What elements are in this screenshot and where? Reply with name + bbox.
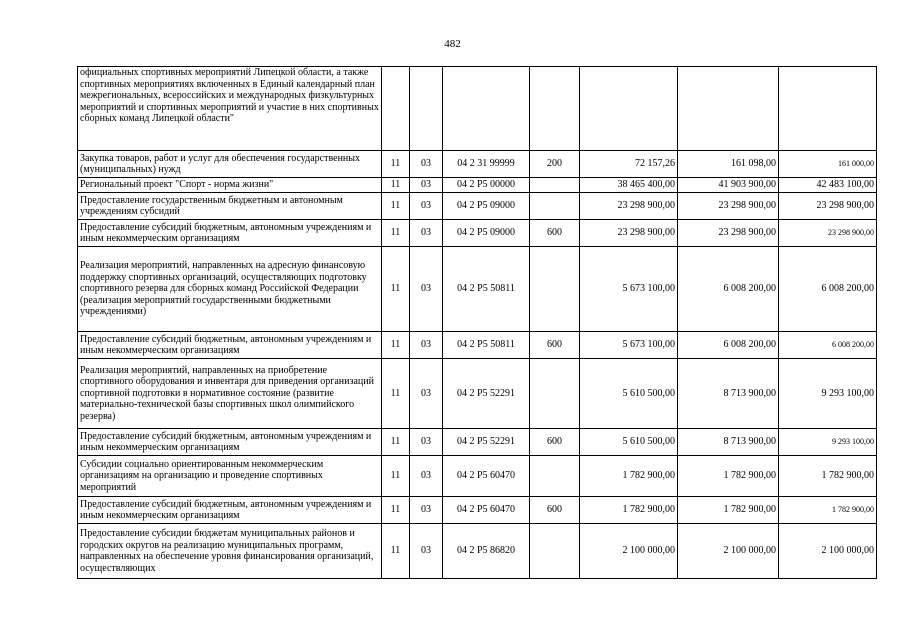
razdel-cell: 11 (382, 220, 410, 247)
sum3-cell: 2 100 000,00 (779, 524, 877, 579)
csr-cell: 04 2 P5 60470 (443, 456, 530, 497)
razdel-cell: 11 (382, 151, 410, 178)
vr-cell: 600 (530, 332, 580, 359)
csr-cell: 04 2 P5 50811 (443, 247, 530, 332)
podrazdel-cell: 03 (410, 178, 443, 193)
csr-cell: 04 2 P5 52291 (443, 429, 530, 456)
razdel-cell: 11 (382, 359, 410, 429)
vr-cell (530, 524, 580, 579)
table-row (78, 247, 877, 332)
razdel-cell: 11 (382, 524, 410, 579)
table-row (78, 497, 877, 524)
csr-cell: 04 2 P5 50811 (443, 332, 530, 359)
razdel-cell: 11 (382, 429, 410, 456)
razdel-cell: 11 (382, 178, 410, 193)
sum1-cell (580, 67, 678, 151)
sum3-cell: 161 000,00 (779, 151, 877, 178)
sum3-cell: 9 293 100,00 (779, 429, 877, 456)
podrazdel-cell (410, 67, 443, 151)
razdel-cell: 11 (382, 332, 410, 359)
podrazdel-cell: 03 (410, 193, 443, 220)
vr-cell (530, 67, 580, 151)
row-name: Предоставление субсидий бюджетным, автономным учреждениям и иным некоммерческим организациям (78, 429, 382, 456)
sum2-cell: 6 008 200,00 (678, 247, 779, 332)
vr-cell (530, 359, 580, 429)
razdel-cell: 11 (382, 247, 410, 332)
table-row (78, 67, 877, 151)
sum1-cell: 2 100 000,00 (580, 524, 678, 579)
table-row (78, 193, 877, 220)
sum1-cell: 1 782 900,00 (580, 497, 678, 524)
page-number: 482 (444, 38, 461, 50)
row-name: Предоставление субсидий бюджетным, автономным учреждениям и иным некоммерческим организациям (78, 220, 382, 247)
table-row (78, 220, 877, 247)
sum3-cell: 6 008 200,00 (779, 332, 877, 359)
sum3-cell: 1 782 900,00 (779, 497, 877, 524)
sum1-cell: 5 673 100,00 (580, 247, 678, 332)
csr-cell: 04 2 P5 86820 (443, 524, 530, 579)
vr-cell: 600 (530, 497, 580, 524)
sum1-cell: 1 782 900,00 (580, 456, 678, 497)
sum3-cell: 1 782 900,00 (779, 456, 877, 497)
row-name: Предоставление государственным бюджетным и автономным учреждениям субсидий (78, 193, 382, 220)
table-row (78, 456, 877, 497)
sum1-cell: 5 610 500,00 (580, 429, 678, 456)
csr-cell: 04 2 P5 00000 (443, 178, 530, 193)
sum3-cell: 9 293 100,00 (779, 359, 877, 429)
table-row (78, 178, 877, 193)
table-row (78, 429, 877, 456)
sum1-cell: 23 298 900,00 (580, 193, 678, 220)
row-name: официальных спортивных мероприятий Липецкой области, а также спортивных мероприятиях включенных в Единый календарный план межрегиональных, всероссийских и международных физкультурных мероприятий и спортивных мероприятий и участие в них спортивных сборных команд Липецкой области" (78, 67, 382, 151)
budget-table (77, 66, 877, 579)
csr-cell: 04 2 31 99999 (443, 151, 530, 178)
sum2-cell: 6 008 200,00 (678, 332, 779, 359)
sum2-cell (678, 67, 779, 151)
sum2-cell: 23 298 900,00 (678, 193, 779, 220)
row-name: Реализация мероприятий, направленных на адресную финансовую поддержку спортивных организаций, осуществляющих подготовку спортивного резерва для сборных команд Российской Федерации (реализация мероприятий государственными бюджетными учреждениями) (78, 247, 382, 332)
podrazdel-cell: 03 (410, 332, 443, 359)
podrazdel-cell: 03 (410, 456, 443, 497)
vr-cell: 200 (530, 151, 580, 178)
podrazdel-cell: 03 (410, 220, 443, 247)
row-name: Предоставление субсидии бюджетам муниципальных районов и городских округов на реализацию муниципальных программ, направленных на обеспечение уровня финансирования организаций, осуществляющих (78, 524, 382, 579)
sum2-cell: 161 098,00 (678, 151, 779, 178)
sum1-cell: 38 465 400,00 (580, 178, 678, 193)
sum2-cell: 8 713 900,00 (678, 359, 779, 429)
vr-cell (530, 193, 580, 220)
row-name: Предоставление субсидий бюджетным, автономным учреждениям и иным некоммерческим организациям (78, 332, 382, 359)
csr-cell: 04 2 P5 09000 (443, 220, 530, 247)
vr-cell (530, 456, 580, 497)
razdel-cell: 11 (382, 497, 410, 524)
podrazdel-cell: 03 (410, 359, 443, 429)
sum2-cell: 23 298 900,00 (678, 220, 779, 247)
razdel-cell: 11 (382, 456, 410, 497)
sum3-cell: 23 298 900,00 (779, 220, 877, 247)
sum2-cell: 2 100 000,00 (678, 524, 779, 579)
sum1-cell: 72 157,26 (580, 151, 678, 178)
row-name: Субсидии социально ориентированным некоммерческим организациям на организацию и проведение спортивных мероприятий (78, 456, 382, 497)
razdel-cell: 11 (382, 193, 410, 220)
csr-cell: 04 2 P5 60470 (443, 497, 530, 524)
sum2-cell: 8 713 900,00 (678, 429, 779, 456)
sum3-cell: 42 483 100,00 (779, 178, 877, 193)
vr-cell: 600 (530, 429, 580, 456)
row-name: Закупка товаров, работ и услуг для обеспечения государственных (муниципальных) нужд (78, 151, 382, 178)
sum3-cell (779, 67, 877, 151)
row-name: Региональный проект "Спорт - норма жизни" (78, 178, 382, 193)
csr-cell (443, 67, 530, 151)
razdel-cell (382, 67, 410, 151)
podrazdel-cell: 03 (410, 524, 443, 579)
sum3-cell: 6 008 200,00 (779, 247, 877, 332)
sum2-cell: 41 903 900,00 (678, 178, 779, 193)
csr-cell: 04 2 P5 52291 (443, 359, 530, 429)
table-row (78, 524, 877, 579)
podrazdel-cell: 03 (410, 497, 443, 524)
sum1-cell: 23 298 900,00 (580, 220, 678, 247)
table-row (78, 332, 877, 359)
row-name: Реализация мероприятий, направленных на приобретение спортивного оборудования и инвентаря для приведения организаций спортивной подготовки в нормативное состояние (развитие материально-технической базы спортивных школ олимпийского резерва) (78, 359, 382, 429)
podrazdel-cell: 03 (410, 247, 443, 332)
row-name: Предоставление субсидий бюджетным, автономным учреждениям и иным некоммерческим организациям (78, 497, 382, 524)
sum2-cell: 1 782 900,00 (678, 497, 779, 524)
sum3-cell: 23 298 900,00 (779, 193, 877, 220)
vr-cell (530, 247, 580, 332)
vr-cell: 600 (530, 220, 580, 247)
sum1-cell: 5 673 100,00 (580, 332, 678, 359)
sum1-cell: 5 610 500,00 (580, 359, 678, 429)
sum2-cell: 1 782 900,00 (678, 456, 779, 497)
table-row (78, 359, 877, 429)
podrazdel-cell: 03 (410, 151, 443, 178)
table-row (78, 151, 877, 178)
csr-cell: 04 2 P5 09000 (443, 193, 530, 220)
vr-cell (530, 178, 580, 193)
podrazdel-cell: 03 (410, 429, 443, 456)
